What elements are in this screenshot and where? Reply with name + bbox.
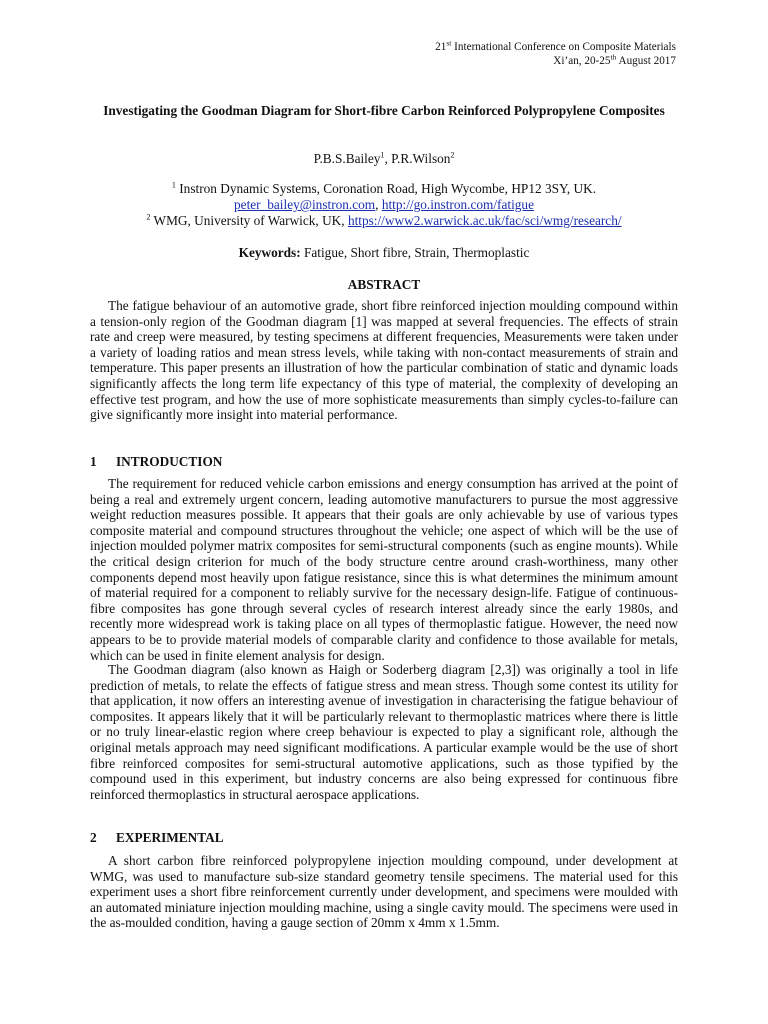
intro-paragraph-2: The Goodman diagram (also known as Haigh or Soderberg diagram [2,3]) was originally a tool in life prediction of metals, to relate the effects of fatigue stress and mean stress. Though some contest its utility for that application, it now offers an interesting avenue of investigation in characterising the fatigue behaviour of composites. It appears likely that it will be particularly relevant to thermoplastic matrices where there is little or no truly linear-elastic region where creep behaviour is expected to play a significant role, although the original metals approach may need significant modifications. A particular example would be the use of short fibre reinforced composites for semi-structural automotive applications, such as those typified by the compound used in this experiment, but industry concerns are also being expressed for continuous fibre reinforced thermoplastics in structural aerospace applications. [90,662,678,802]
section-heading-experimental: 2 EXPERIMENTAL [90,830,224,845]
author-list: P.B.S.Bailey$^1$, P.R.Wilson$^2$ [313,150,455,166]
conference-location: Xi’an, 20-25th August 2017 [553,52,676,67]
experimental-paragraph-1: A short carbon fibre reinforced polypropylene injection moulding compound, under development at WMG, was used to manufacture sub-size standard geometry tensile specimens. The material used for this experiment uses a short fibre reinforcement currently under development, and specimens were moulded with an automated miniature injection moulding machine, using a single cavity mould. The specimens were used in the as-moulded condition, having a gauge section of 20mm x 4mm x 1.5mm. [90,853,678,931]
abstract-heading: ABSTRACT [347,277,421,292]
instron-url-link[interactable]: http://go.instron.com/fatigue [381,197,534,212]
paper-title: Investigating the Goodman Diagram for Short-fibre Carbon Reinforced Polypropylene Composites [103,103,665,118]
warwick-url-link[interactable]: https://www2.warwick.ac.uk/fac/sci/wmg/research/ [347,213,622,228]
affiliation-1: $^1$ Instron Dynamic Systems, Coronation Road, High Wycombe, HP12 3SY, UK. [171,180,597,196]
keywords-label: Keywords: [238,245,301,260]
affiliation-1-links: peter_bailey@instron.com, http://go.instron.com/fatigue [234,197,534,212]
keywords-text: Fatigue, Short fibre, Strain, Thermoplastic [300,245,530,260]
abstract-text: The fatigue behaviour of an automotive grade, short fibre reinforced injection moulding compound within a tension-only region of the Goodman diagram [1] was mapped at several frequencies. The effects of strain rate and creep were measured, by testing specimens at different frequencies, Measurements were taken under a variety of loading ratios and mean stress levels, while taking with non-contact measurements of strain and temperature. This paper presents an illustration of how the particular combination of static and dynamic loads significantly affects the long term life expectancy of this type of material, the complexity of developing an effective test program, and how the use of more sophisticate measurements than simply cycles-to-failure can give significantly more insight into material performance. [90,298,678,423]
email-link[interactable]: peter_bailey@instron.com [234,197,376,212]
affiliations [90,181,678,229]
keywords [90,244,678,261]
conference-name: 21st International Conference on Composite Materials [435,38,676,53]
author-1: P.B.S.Bailey [313,151,381,166]
author-2: P.R.Wilson [391,151,451,166]
affiliation-2: $^2$ WMG, University of Warwick, UK, https://www2.warwick.ac.uk/fac/sci/wmg/research/ [146,212,622,228]
intro-paragraph-1: The requirement for reduced vehicle carbon emissions and energy consumption has arrived at the point of being a real and extremely urgent concern, leading automotive manufacturers to pursue the most aggressive weight reduction measures possible. It appears that their goals are only achievable by use of various types composite material and compound structures throughout the vehicle; one aspect of which will be the use of injection moulded polymer matrix composites for semi-structural components (such as engine mounts). While the critical design criterion for much of the body structure centre around crash-worthiness, many other components depend most heavily upon fatigue resistance, since this is what determines the minimum amount of material required for a component to reliably survive for the necessary design-life. Fatigue of continuous-fibre composites has gone through several cycles of research interest already since the early 1980s, and recently more widespread work is taking place on all types of thermoplastic fatigue. However, the need now appears to be to provide material models of comparable clarity and confidence to those available for metals, which can be used in finite element analysis for design. [90,476,678,663]
section-heading-introduction: 1 INTRODUCTION [90,454,223,469]
conference-header [435,40,676,68]
